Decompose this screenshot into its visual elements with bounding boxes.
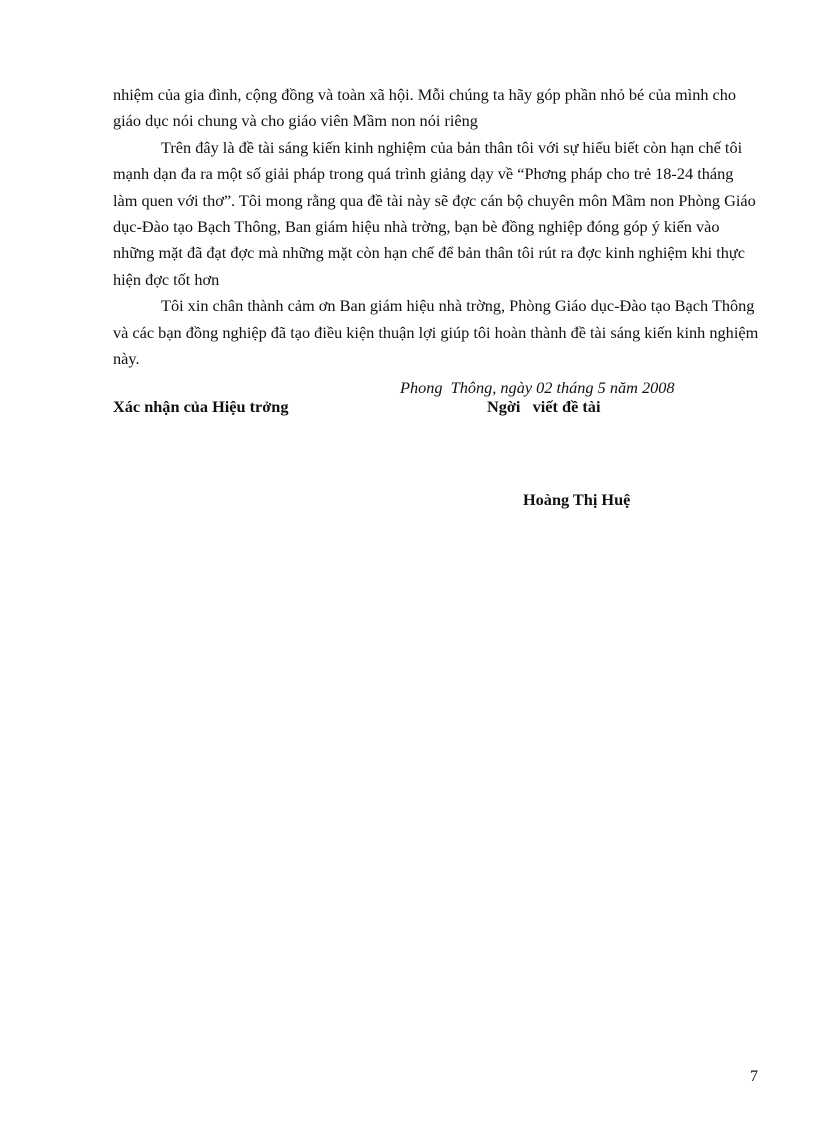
page-number: 7 — [750, 1068, 758, 1085]
paragraph-summary: Trên đây là đề tài sáng kiến kinh nghiệm của bản thân tôi với sự hiểu biết còn hạn chế tôi mạnh dạn đa ra một số giải pháp trong quá trình giảng dạy về “Phơng pháp cho trẻ 18-24 tháng làm quen với thơ”. Tôi mong rằng qua đề tài này sẽ đợc cán bộ chuyên môn Mầm non Phòng Giáo dục-Đào tạo Bạch Thông, Ban giám hiệu nhà trờng, bạn bè đồng nghiệp đóng góp ý kiến vào những mặt đã đạt đợc mà những mặt còn hạn chế để bản thân tôi rút ra đợc kinh nghiệm khi thực hiện đợc tốt hơn — [113, 137, 756, 289]
paragraph-thanks: Tôi xin chân thành cảm ơn Ban giám hiệu nhà trờng, Phòng Giáo dục-Đào tạo Bạch Thông và các bạn đồng nghiệp đã tạo điều kiện thuận lợi giúp tôi hoàn thành đề tài sáng kiến kinh nghiệm này. — [113, 296, 759, 369]
author-label: Ngời viết đề tài — [487, 397, 601, 416]
paragraph-continuation: nhiệm của gia đình, cộng đồng và toàn xã hội. Mỗi chúng ta hãy góp phần nhỏ bé của mình cho giáo dục nói chung và cho giáo viên Mầm non nói riêng — [113, 85, 737, 131]
body-text — [113, 82, 759, 372]
date-line: Phong Thông, ngày 02 tháng 5 năm 2008 — [400, 378, 675, 397]
author-name: Hoàng Thị Huệ — [523, 490, 631, 509]
principal-confirmation-label: Xác nhận của Hiệu trởng — [113, 397, 289, 416]
